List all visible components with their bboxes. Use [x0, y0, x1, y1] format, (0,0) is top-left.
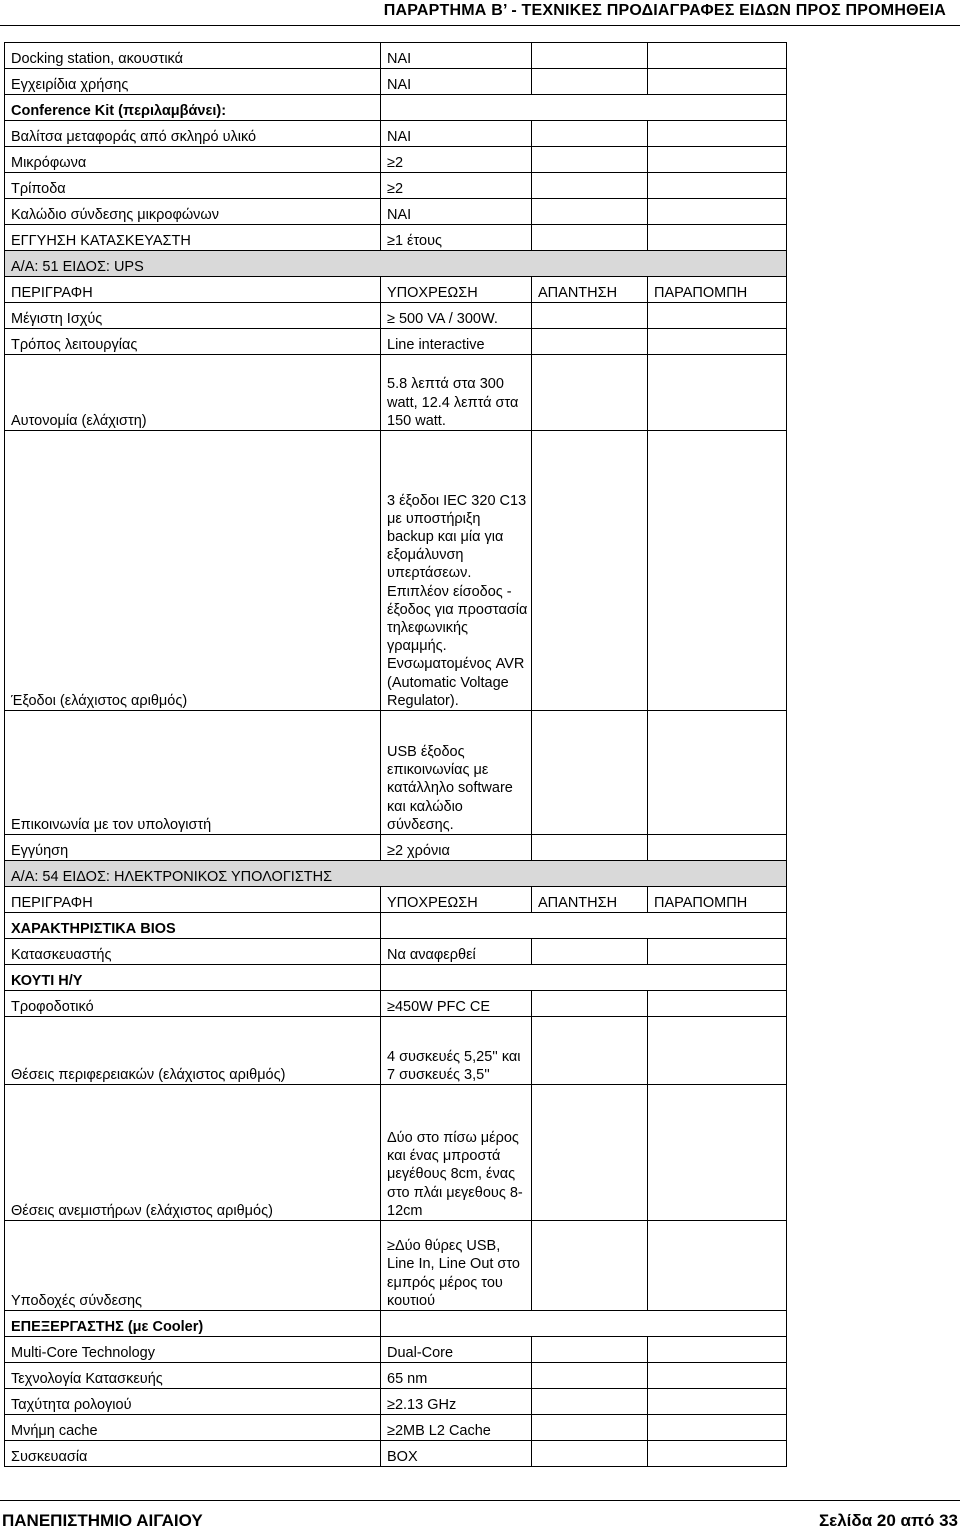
- cell-description: Τρίποδα: [5, 173, 381, 199]
- table-row: [5, 225, 787, 251]
- cell-description: Τρόπος λειτουργίας: [5, 329, 381, 355]
- cell-answer: [532, 711, 648, 835]
- cell-reference: [648, 711, 787, 835]
- table-row: [5, 69, 787, 95]
- cell-requirement: ≥2 χρόνια: [381, 835, 532, 861]
- cell-reference: [648, 1221, 787, 1311]
- cell-reference: [648, 147, 787, 173]
- table-cell-empty: [381, 965, 787, 991]
- table-row: [5, 991, 787, 1017]
- cell-description: Θέσεις ανεμιστήρων (ελάχιστος αριθμός): [5, 1085, 381, 1221]
- cell-description: Τεχνολογία Κατασκευής: [5, 1363, 381, 1389]
- cell-requirement: ≥Δύο θύρες USB, Line In, Line Out στο εμπρός μέρος του κουτιού: [381, 1221, 532, 1311]
- cell-answer: [532, 431, 648, 711]
- cell-requirement: ≥1 έτους: [381, 225, 532, 251]
- cell-reference: [648, 329, 787, 355]
- table-row: [5, 355, 787, 431]
- table-row: [5, 887, 787, 913]
- cell-description: ΠΕΡΙΓΡΑΦΗ: [5, 277, 381, 303]
- table-row: [5, 1415, 787, 1441]
- cell-reference: [648, 121, 787, 147]
- cell-answer: [532, 43, 648, 69]
- cell-answer: [532, 121, 648, 147]
- table-row: [5, 1017, 787, 1085]
- cell-description: ΠΕΡΙΓΡΑΦΗ: [5, 887, 381, 913]
- cell-description: Αυτονομία (ελάχιστη): [5, 355, 381, 431]
- cell-description: Θέσεις περιφερειακών (ελάχιστος αριθμός): [5, 1017, 381, 1085]
- cell-answer: [532, 1389, 648, 1415]
- cell-answer: [532, 1415, 648, 1441]
- cell-requirement: ≥2: [381, 147, 532, 173]
- table-row: [5, 1363, 787, 1389]
- cell-requirement: 65 nm: [381, 1363, 532, 1389]
- cell-answer: [532, 1017, 648, 1085]
- cell-description: Κατασκευαστής: [5, 939, 381, 965]
- cell-reference: [648, 835, 787, 861]
- cell-description: Υποδοχές σύνδεσης: [5, 1221, 381, 1311]
- cell-answer: [532, 69, 648, 95]
- table-cell-empty: [381, 913, 787, 939]
- cell-requirement: Dual-Core: [381, 1337, 532, 1363]
- footer-rule: [0, 1500, 960, 1501]
- table-row: [5, 1389, 787, 1415]
- subsection-row: [5, 913, 787, 939]
- table-row: [5, 835, 787, 861]
- table-row: [5, 431, 787, 711]
- subsection-title: Conference Kit (περιλαμβάνει):: [5, 95, 381, 121]
- cell-answer: [532, 355, 648, 431]
- cell-description: Βαλίτσα μεταφοράς από σκληρό υλικό: [5, 121, 381, 147]
- cell-requirement: ≥2.13 GHz: [381, 1389, 532, 1415]
- cell-answer: [532, 147, 648, 173]
- cell-answer: [532, 1441, 648, 1467]
- cell-requirement: ΝΑΙ: [381, 69, 532, 95]
- cell-requirement: 5.8 λεπτά στα 300 watt, 12.4 λεπτά στα 150 watt.: [381, 355, 532, 431]
- page-header-title: ΠΑΡΑΡΤΗΜΑ Β’ - ΤΕΧΝΙΚΕΣ ΠΡΟΔΙΑΓΡΑΦΕΣ ΕΙΔΩΝ ΠΡΟΣ ΠΡΟΜΗΘΕΙΑ: [383, 2, 946, 19]
- subsection-row: [5, 965, 787, 991]
- cell-requirement: ΝΑΙ: [381, 121, 532, 147]
- cell-answer: [532, 991, 648, 1017]
- cell-answer: [532, 173, 648, 199]
- table-row: [5, 199, 787, 225]
- cell-requirement: ≥ 500 VA / 300W.: [381, 303, 532, 329]
- cell-requirement: Να αναφερθεί: [381, 939, 532, 965]
- cell-reference: [648, 1389, 787, 1415]
- cell-reference: [648, 1017, 787, 1085]
- cell-reference: [648, 69, 787, 95]
- table-row: [5, 43, 787, 69]
- cell-answer: [532, 225, 648, 251]
- table-row: [5, 147, 787, 173]
- cell-requirement: ≥2: [381, 173, 532, 199]
- cell-answer: [532, 835, 648, 861]
- table-row: [5, 1337, 787, 1363]
- table-row: [5, 939, 787, 965]
- subsection-title: ΧΑΡΑΚΤΗΡΙΣΤΙΚΑ BIOS: [5, 913, 381, 939]
- subsection-title: ΚΟΥΤΙ Η/Υ: [5, 965, 381, 991]
- cell-description: ΕΓΓΥΗΣΗ ΚΑΤΑΣΚΕΥΑΣΤΗ: [5, 225, 381, 251]
- section-header-row: [5, 861, 787, 887]
- table-row: [5, 1221, 787, 1311]
- section-title: Α/Α: 51 ΕΙΔΟΣ: UPS: [5, 251, 787, 277]
- cell-answer: [532, 1085, 648, 1221]
- cell-requirement: ≥450W PFC CE: [381, 991, 532, 1017]
- header-rule: [0, 25, 960, 26]
- cell-reference: [648, 939, 787, 965]
- cell-answer: [532, 1337, 648, 1363]
- cell-reference: ΠΑΡΑΠΟΜΠΗ: [648, 887, 787, 913]
- cell-requirement: ≥2MB L2 Cache: [381, 1415, 532, 1441]
- cell-answer: [532, 303, 648, 329]
- cell-answer: ΑΠΑΝΤΗΣΗ: [532, 887, 648, 913]
- table-cell-empty: [381, 1311, 787, 1337]
- cell-reference: [648, 303, 787, 329]
- table-row: [5, 329, 787, 355]
- cell-reference: [648, 1337, 787, 1363]
- cell-description: Επικοινωνία με τον υπολογιστή: [5, 711, 381, 835]
- table-row: [5, 121, 787, 147]
- subsection-title: ΕΠΕΞΕΡΓΑΣΤΗΣ (με Cooler): [5, 1311, 381, 1337]
- section-header-row: [5, 251, 787, 277]
- cell-requirement: Δύο στο πίσω μέρος και ένας μπροστά μεγέθους 8cm, ένας στο πλάι μεγεθους 8-12cm: [381, 1085, 532, 1221]
- table-row: [5, 711, 787, 835]
- cell-answer: ΑΠΑΝΤΗΣΗ: [532, 277, 648, 303]
- cell-description: Έξοδοι (ελάχιστος αριθμός): [5, 431, 381, 711]
- cell-reference: [648, 1085, 787, 1221]
- table-cell-empty: [381, 95, 787, 121]
- cell-description: Συσκευασία: [5, 1441, 381, 1467]
- cell-answer: [532, 1221, 648, 1311]
- cell-description: Τροφοδοτικό: [5, 991, 381, 1017]
- cell-answer: [532, 329, 648, 355]
- table-row: [5, 1085, 787, 1221]
- footer-page-number: Σελίδα 20 από 33: [818, 1511, 958, 1530]
- cell-reference: [648, 1415, 787, 1441]
- table-row: [5, 277, 787, 303]
- cell-description: Ταχύτητα ρολογιού: [5, 1389, 381, 1415]
- cell-description: Εγγύηση: [5, 835, 381, 861]
- cell-description: Multi-Core Technology: [5, 1337, 381, 1363]
- cell-requirement: BOX: [381, 1441, 532, 1467]
- table-row: [5, 173, 787, 199]
- cell-description: Docking station, ακουστικά: [5, 43, 381, 69]
- cell-answer: [532, 1363, 648, 1389]
- cell-requirement: USB έξοδος επικοινωνίας με κατάλληλο software και καλώδιο σύνδεσης.: [381, 711, 532, 835]
- cell-reference: [648, 225, 787, 251]
- cell-reference: [648, 43, 787, 69]
- spec-table: [4, 42, 787, 1467]
- cell-reference: [648, 1363, 787, 1389]
- cell-reference: [648, 199, 787, 225]
- spec-table-body: [5, 43, 787, 1467]
- cell-description: Εγχειρίδια χρήσης: [5, 69, 381, 95]
- cell-reference: [648, 991, 787, 1017]
- cell-requirement: ΥΠΟΧΡΕΩΣΗ: [381, 887, 532, 913]
- cell-requirement: 4 συσκευές 5,25'' και 7 συσκευές 3,5'': [381, 1017, 532, 1085]
- cell-requirement: ΝΑΙ: [381, 199, 532, 225]
- cell-description: Μικρόφωνα: [5, 147, 381, 173]
- cell-description: Καλώδιο σύνδεσης μικροφώνων: [5, 199, 381, 225]
- section-title: Α/Α: 54 ΕΙΔΟΣ: ΗΛΕΚΤΡΟΝΙΚΟΣ ΥΠΟΛΟΓΙΣΤΗΣ: [5, 861, 787, 887]
- subsection-row: [5, 1311, 787, 1337]
- cell-requirement: Line interactive: [381, 329, 532, 355]
- cell-requirement: ΥΠΟΧΡΕΩΣΗ: [381, 277, 532, 303]
- cell-requirement: 3 έξοδοι IEC 320 C13 με υποστήριξη backup και μία για εξομάλυνση υπερτάσεων. Επιπλέον είσοδος - έξοδος για προστασία τηλεφωνικής γραμμής. Ενσωματομένος AVR (Automatic Voltage Regulator).: [381, 431, 532, 711]
- subsection-row: [5, 95, 787, 121]
- cell-answer: [532, 939, 648, 965]
- cell-reference: [648, 355, 787, 431]
- cell-reference: [648, 431, 787, 711]
- cell-reference: ΠΑΡΑΠΟΜΠΗ: [648, 277, 787, 303]
- cell-requirement: ΝΑΙ: [381, 43, 532, 69]
- table-row: [5, 1441, 787, 1467]
- footer-organization: ΠΑΝΕΠΙΣΤΗΜΙΟ ΑΙΓΑΙΟΥ: [2, 1511, 203, 1530]
- cell-description: Μνήμη cache: [5, 1415, 381, 1441]
- cell-reference: [648, 1441, 787, 1467]
- cell-description: Μέγιστη Ισχύς: [5, 303, 381, 329]
- cell-answer: [532, 199, 648, 225]
- cell-reference: [648, 173, 787, 199]
- table-row: [5, 303, 787, 329]
